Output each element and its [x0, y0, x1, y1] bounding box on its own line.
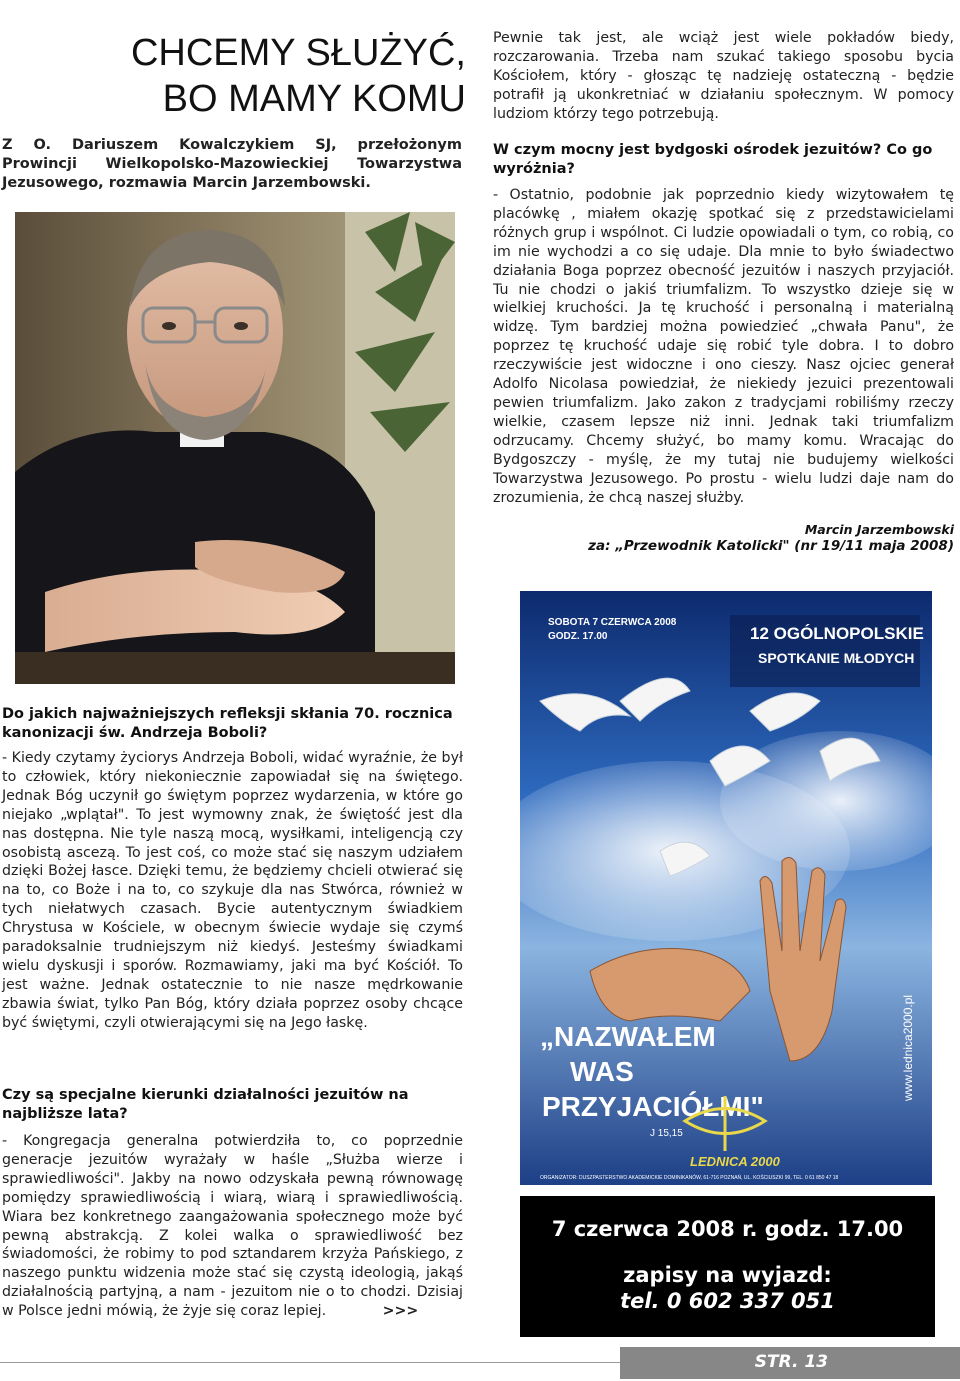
lednica-poster	[520, 591, 932, 1185]
poster-date: SOBOTA 7 CZERWCA 2008	[548, 617, 677, 628]
poster-organizer: ORGANIZATOR: DUSZPASTERSTWO AKADEMICKIE DOMINIKANÓW, 61-716 POZNAŃ, UL. KOŚCIUSZKI 99, TEL. 0 61 850 47 18	[540, 1175, 839, 1181]
poster-logo-text: LEDNICA 2000	[690, 1154, 780, 1169]
poster-website: www.lednica2000.pl	[901, 994, 915, 1101]
poster-event-line2: SPOTKANIE MŁODYCH	[758, 650, 915, 666]
article-author: Marcin Jarzembowski	[804, 522, 954, 537]
registration-label: zapisy na wyjazd:	[623, 1263, 832, 1287]
continue-marker: >>>	[382, 1303, 419, 1320]
page-number: STR. 13	[754, 1352, 828, 1372]
poster-event-line1: 12 OGÓLNOPOLSKIE	[750, 624, 924, 643]
poster-illustration	[520, 591, 932, 1185]
answer-1: - Kiedy czytamy życiorys Andrzeja Boboli, widać wyraźnie, że był to człowiek, który niekoniecznie zapowiadał się na świętego. Jednak Bóg uczynił go świętym poprzez wydarzenia, w które go niejako „wplątał". To jest wymowny znak, że świętość jest dla nas dostępna. Nie tyle naszą mocą, wysiłkami, inteligencją czy osobistą ascezą. To jest coś, co może stać się naszym udziałem dzięki Bożej łasce. Dzięki temu, że będziemy chcieli otwierać się na to, co Boże i na to, co szykuje dla nas Stwórca, również w tych niełatwych czasach. Bycie autentycznym świadkiem Chrystusa w Kościele, w obecnym świecie wydaje się czymś paradoksalnie trudniejszym niż kiedyś. Jesteśmy świadkami wielu dyskusji i sporów. Rozmawiamy, jaki ma być Kościół. To jest ważne. Jednak ostatecznie to nie nasze mędrkowanie zbawia świat, tylko Pan Bóg, który działa poprzez osoby chcące być świętymi, czyli otwierającymi się na Jego łaskę.	[2, 750, 463, 1031]
portrait-illustration	[15, 212, 455, 684]
footer-bar	[620, 1347, 960, 1379]
answer-continued: Pewnie tak jest, ale wciąż jest wiele pokładów biedy, rozczarowania. Trzeba nam szukać takiego sposobu bycia Kościołem, który - głosząc tę nadzieję ostateczną - będzie potrafił ją ukonkretniać w działaniu społecznym. W pomocy ludziom którzy tego potrzebują.	[493, 30, 954, 122]
title-line-2: BO MAMY KOMU	[162, 78, 466, 120]
event-info-box	[520, 1196, 935, 1337]
answer-3: - Ostatnio, podobnie jak poprzednio kiedy wizytowałem tę placówkę , miałem okazję spotkać się z przedstawicielami różnych grup i wspólnot. Ci ludzie opowiadali o tym, co robią, co im nie wychodzi a co się udaje. Dla mnie to było świadectwo działania Boga poprzez obecność jezuitów i naszych przyjaciół. Tu nie chodzi o jakiś triumfalizm. To wszystko dzieje się w wielkiej kruchości. Ja tę kruchość i personalną i materialną widzę. Tym bardziej można powiedzieć „chwała Panu", że poprzez tę kruchość udaje się robić tyle dobra. I to dobro rzeczywiście jest widoczne i ono cieszy. Nasz ojciec generał Adolfo Nicolasa powiedział, że niekiedy jezuici prezentowali pewien triumfalizm. Jako zakon z tradycjami robiliśmy rzeczy wielkie, czasem lepsze niż inni. Jednak taki triumfalizm odrzucamy. Chcemy służyć, bo mamy komu. Wracając do Bydgoszczy - myślę, że my tutaj nie budujemy wielkości Towarzystwa Jezusowego. Po prostu - wielu ludzi daje nam do zrozumienia, że chcą naszej służby.	[493, 187, 954, 506]
article-lead: Z O. Dariuszem Kowalczykiem SJ, przełożonym Prowincji Wielkopolsko-Mazowieckiej Towarzystwa Jezusowego, rozmawia Marcin Jarzembowski.	[2, 137, 462, 191]
article-source: za: „Przewodnik Katolicki" (nr 19/11 maja 2008)	[588, 538, 954, 554]
poster-slogan-line1: „NAZWAŁEM	[540, 1021, 716, 1052]
event-date: 7 czerwca 2008 r. godz. 17.00	[551, 1217, 904, 1241]
registration-phone: tel. 0 602 337 051	[620, 1289, 835, 1313]
question-1: Do jakich najważniejszych refleksji skłania 70. rocznica kanonizacji św. Andrzeja Boboli?	[2, 706, 453, 741]
question-2: Czy są specjalne kierunki działalności jezuitów na najbliższe lata?	[2, 1087, 409, 1122]
article-title	[90, 30, 466, 122]
answer-2	[2, 1132, 463, 1321]
poster-slogan-line3: PRZYJACIÓŁMI"	[542, 1091, 764, 1122]
poster-slogan-ref: J 15,15	[650, 1128, 683, 1139]
poster-slogan-line2: WAS	[570, 1056, 634, 1087]
title-line-1: CHCEMY SŁUŻYĆ,	[130, 32, 466, 74]
poster-time: GODZ. 17.00	[548, 631, 608, 642]
question-3: W czym mocny jest bydgoski ośrodek jezuitów? Co go wyróżnia?	[493, 142, 933, 177]
footer-divider	[0, 1362, 620, 1363]
answer-2-text: - Kongregacja generalna potwierdziła to, co poprzednie generacje jezuitów wyrażały w haśle „Służba wierze i sprawiedliwości". Jakby na nowo odzyskała pewną równowagę pomiędzy sprawiedliwością i wiarą, wiarą i sprawiedliwością. Wiara bez konkretnego zaangażowania społecznego może być pewną abstrakcją. Z kolei walka o sprawiedliwość bez świadomości, że robimy to pod sztandarem krzyża Pańskiego, z naszego punktu widzenia może stać się czystą ideologią, jakąś działalnością partyjną, a nam - jezuitom nie o to chodzi. Dzisiaj w Polsce jedni mówią, że żyje się coraz lepiej.	[2, 1133, 463, 1320]
portrait-photo	[15, 212, 455, 684]
